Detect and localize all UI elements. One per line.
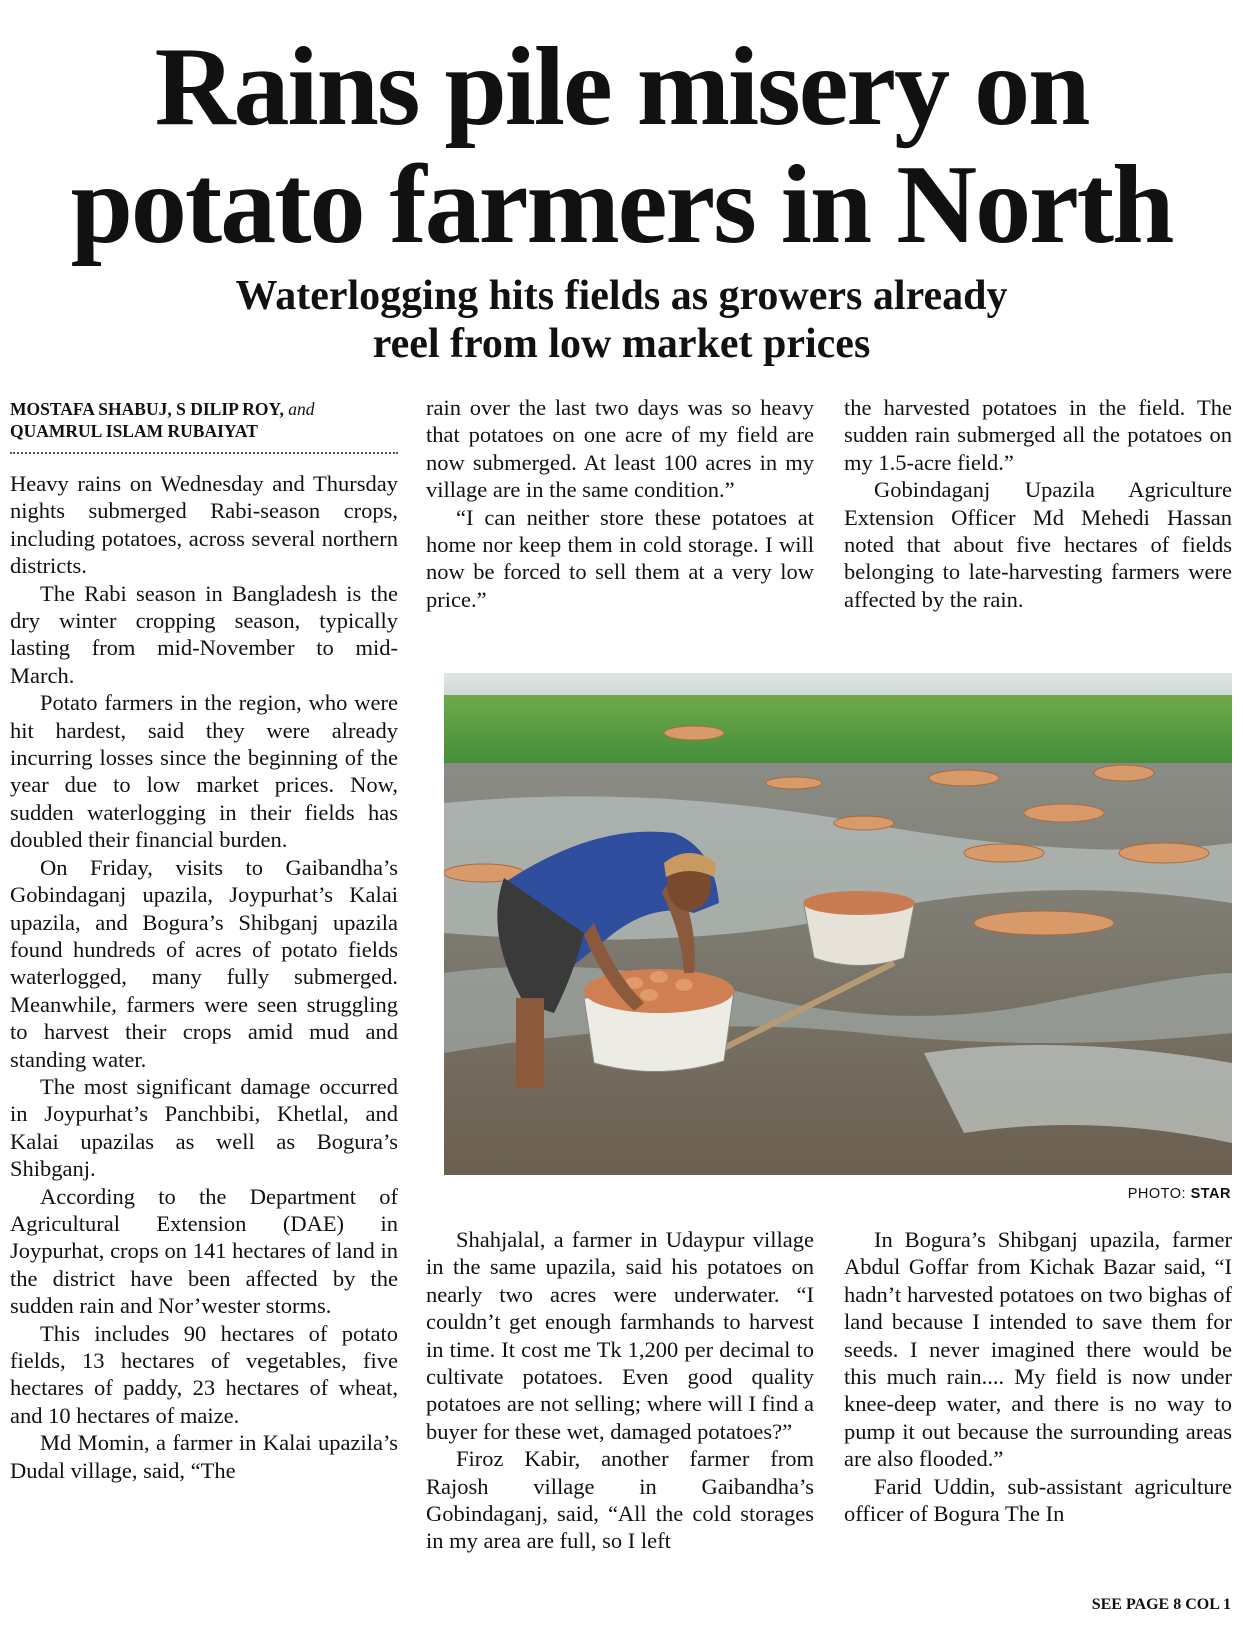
paragraph: Md Momin, a farmer in Kalai upazila’s Dudal village, said, “The [10,1430,398,1483]
continued-jump-line: SEE PAGE 8 COL 1 [1091,1596,1231,1613]
headline-line-1: Rains pile misery on [154,25,1089,149]
photo-credit-source: STAR [1190,1186,1231,1202]
paragraph: Potato farmers in the region, who were hit hardest, said they were already incurring losses since the beginning of the year due to low market prices. Now, sudden waterlogging in their fields has doubled their financial burden. [10,690,398,853]
subheadline [0,272,1243,368]
column-2-bottom [426,1226,814,1555]
paragraph: Gobindaganj Upazila Agriculture Extension Officer Md Mehedi Hassan noted that about five hectares of fields belonging to late-harvesting farmers were affected by the rain. [844,477,1232,612]
photo-credit-label: PHOTO: [1127,1186,1187,1202]
paragraph: According to the Department of Agricultural Extension (DAE) in Joypurhat, crops on 141 hectares of land in the district have been affected by the sudden rain and Nor’wester storms. [10,1183,398,1319]
paragraph: On Friday, visits to Gaibandha’s Gobindaganj upazila, Joypurhat’s Kalai upazila, and Bogura’s Shibganj upazila found hundreds of acres of potato fields waterlogged, many fully submerged. Meanwhile, farmers were seen struggling to harvest their crops amid mud and standing water. [10,854,398,1072]
article-photo [444,673,1232,1175]
column-3-top [844,394,1232,613]
paragraph: rain over the last two days was so heavy that potatoes on one acre of my field are now submerged. At least 100 acres in my village are in the same condition.” [426,395,814,503]
paragraph: Shahjalal, a farmer in Udaypur village in the same upazila, said his potatoes on nearly two acres were underwater. “I couldn’t get enough farmhands to harvest in time. It cost me Tk 1,200 per decimal to cultivate potatoes. Even good quality potatoes are not selling; where will I find a buyer for these wet, damaged potatoes?” [426,1227,814,1444]
column-1 [10,470,398,1484]
byline-authors-1: MOSTAFA SHABUJ, S DILIP ROY, [10,399,284,419]
paragraph: The Rabi season in Bangladesh is the dry winter cropping season, typically lasting from mid-November to mid-March. [10,580,398,688]
basket-left [584,969,734,1072]
byline-authors-2: QUAMRUL ISLAM RUBAIYAT [10,421,258,441]
byline-and: and [288,399,315,419]
byline-divider [10,452,398,454]
paragraph: Firoz Kabir, another farmer from Rajosh village in Gaibandha’s Gobindaganj, said, “All the cold storages in my area are full, so I left [426,1446,814,1554]
column-3-bottom [844,1226,1232,1527]
paragraph: the harvested potatoes in the field. The sudden rain submerged all the potatoes on my 1.5-acre field.” [844,395,1232,475]
paragraph: The most significant damage occurred in Joypurhat’s Panchbibi, Khetlal, and Kalai upazilas as well as Bogura’s Shibganj. [10,1073,398,1182]
paragraph: In Bogura’s Shibganj upazila, farmer Abdul Goffar from Kichak Bazar said, “I hadn’t harvested potatoes on two bighas of land because I intended to save them for seeds. I never imagined there would be this much rain.... My field is now under knee-deep water, and there is no way to pump it out because the surrounding areas are also flooded.” [844,1227,1232,1472]
column-2-top [426,394,814,613]
paragraph: “I can neither store these potatoes at home nor keep them in cold storage. I will now be forced to sell them at a very low price.” [426,504,814,612]
headline [0,25,1243,267]
subheadline-line-1: Waterlogging hits fields as growers already [235,273,1008,319]
paragraph: Heavy rains on Wednesday and Thursday nights submerged Rabi-season crops, including potatoes, across several northern districts. [10,471,398,579]
byline [10,398,398,442]
subheadline-line-2: reel from low market prices [372,321,871,367]
photo-farmer-harvesting-potatoes [444,673,1232,1175]
headline-line-2: potato farmers in North [70,143,1173,267]
paragraph: Farid Uddin, sub-assistant agriculture officer of Bogura The In [844,1473,1232,1527]
paragraph: This includes 90 hectares of potato fields, 13 hectares of vegetables, five hectares of paddy, 23 hectares of wheat, and 10 hectares of maize. [10,1320,398,1428]
basket-right [803,891,915,966]
photo-credit [1128,1186,1231,1202]
